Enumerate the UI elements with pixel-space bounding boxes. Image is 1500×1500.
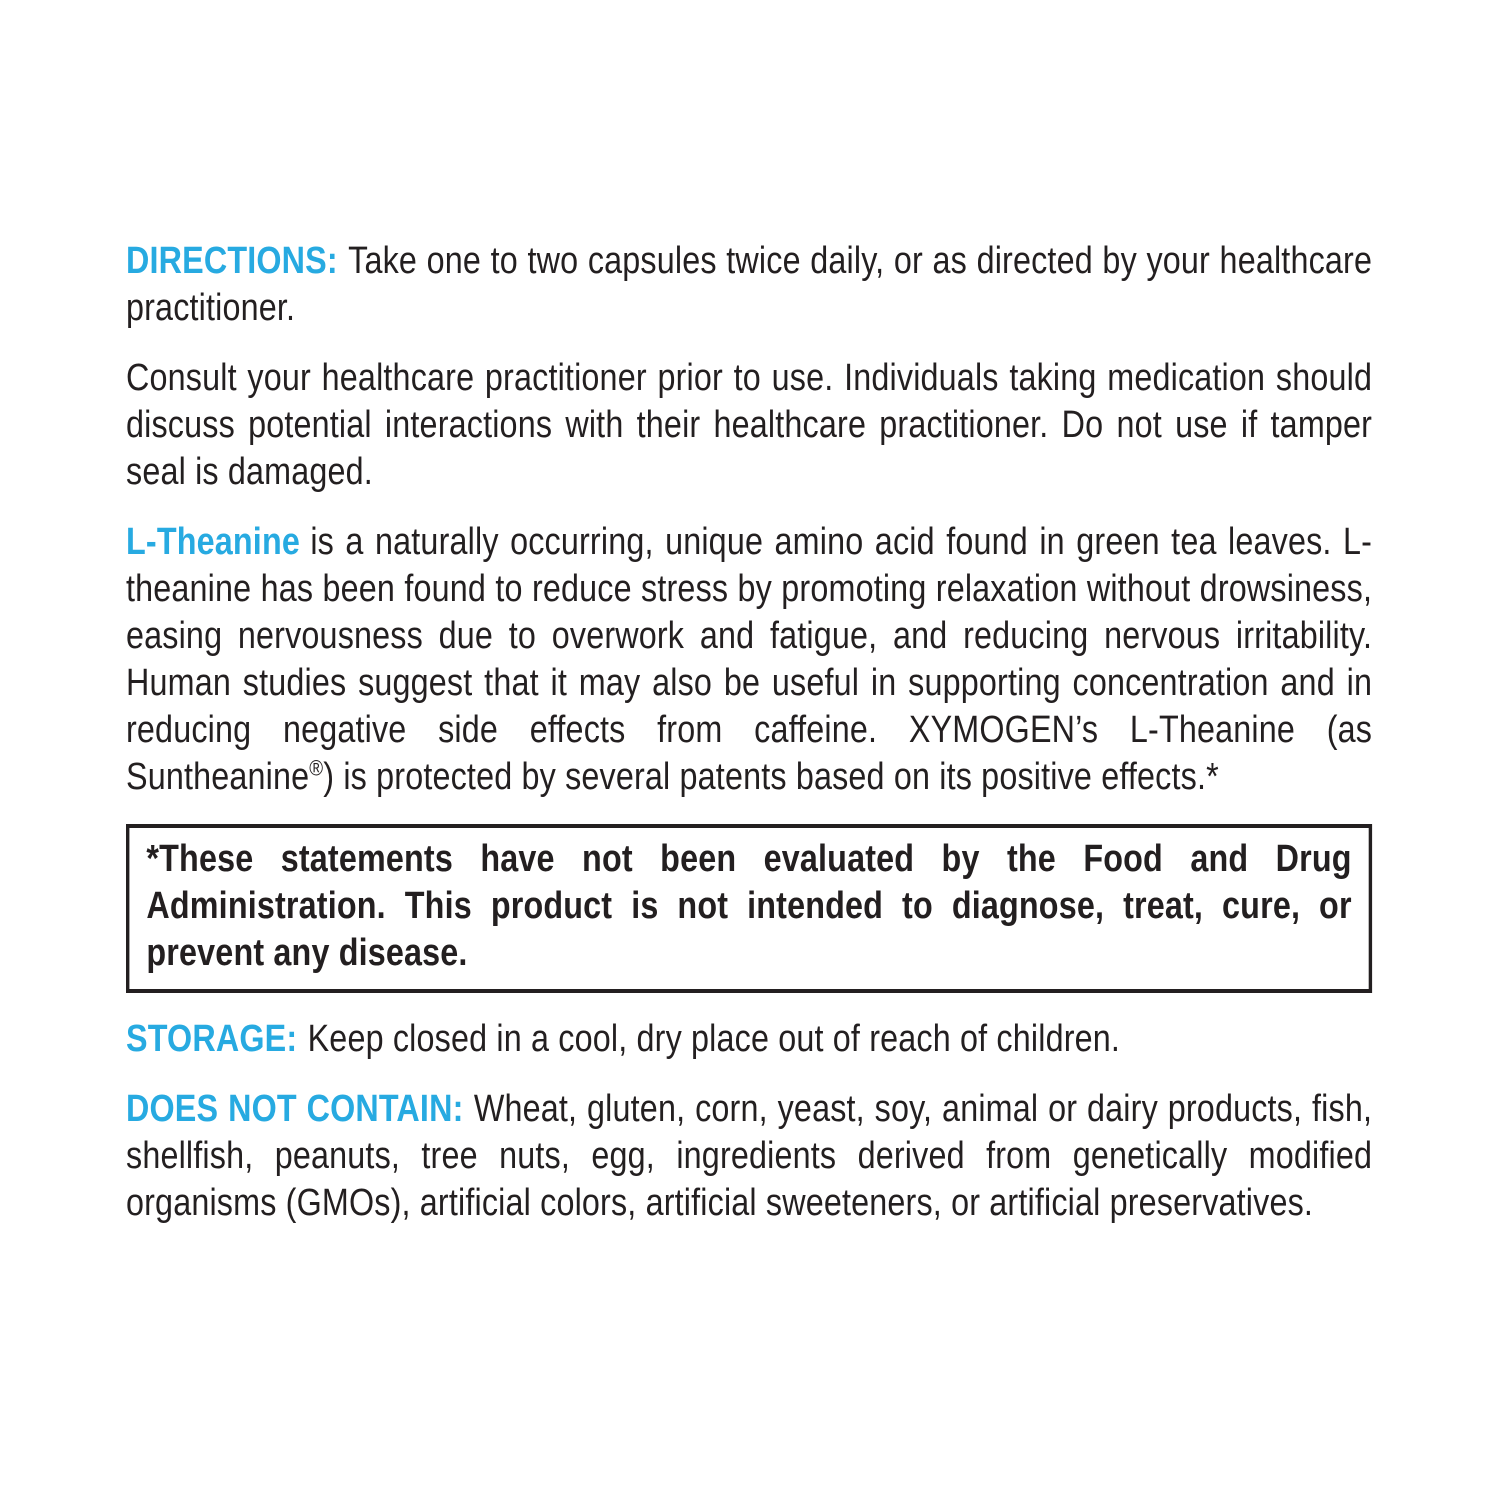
does-not-contain-text: Wheat, gluten, corn, yeast, soy, animal or dairy products, fish, shellfish, peanuts, tree nuts, egg, ingredients derived from genetically modified organisms (GMOs), artificial colors, artificial sweeteners, or artificial preservatives. <box>126 1088 1373 1224</box>
directions-paragraph <box>126 238 1372 332</box>
directions-text: Take one to two capsules twice daily, or as directed by your healthcare practitioner. <box>126 240 1373 329</box>
storage-text: Keep closed in a cool, dry place out of reach of children. <box>307 1018 1121 1060</box>
ltheanine-description-paragraph <box>126 519 1372 801</box>
supplement-label-panel <box>126 238 1372 1250</box>
fda-disclaimer-paragraph <box>146 836 1351 977</box>
consult-paragraph <box>126 355 1372 496</box>
fda-disclaimer-text: *These statements have not been evaluated by the Food and Drug Administration. This product is not intended to diagnose, treat, cure, or prevent any disease. <box>146 838 1352 974</box>
directions-heading: DIRECTIONS: <box>126 240 338 282</box>
ltheanine-text-before-reg: is a naturally occurring, unique amino acid found in green tea leaves. L-theanine has been found to reduce stress by promoting relaxation without drowsiness, easing nervousness due to overwork and fatigue, and reducing nervous irritability. Human studies suggest that it may also be useful in supporting concentration and in reducing negative side effects from caffeine. XYMOGEN’s L-Theanine (as Suntheanine <box>126 521 1373 798</box>
label-text-column <box>126 238 1372 1227</box>
storage-paragraph <box>126 1016 1372 1063</box>
consult-text: Consult your healthcare practitioner prior to use. Individuals taking medication should discuss potential interactions with their healthcare practitioner. Do not use if tamper seal is damaged. <box>126 357 1373 493</box>
does-not-contain-heading: DOES NOT CONTAIN: <box>126 1088 464 1130</box>
fda-disclaimer-box <box>126 824 1372 993</box>
storage-heading: STORAGE: <box>126 1018 298 1060</box>
does-not-contain-paragraph <box>126 1086 1372 1227</box>
ltheanine-heading: L-Theanine <box>126 521 300 563</box>
ltheanine-text-after-reg: ) is protected by several patents based on its positive effects.* <box>323 756 1219 798</box>
registered-trademark-symbol: ® <box>309 755 324 781</box>
